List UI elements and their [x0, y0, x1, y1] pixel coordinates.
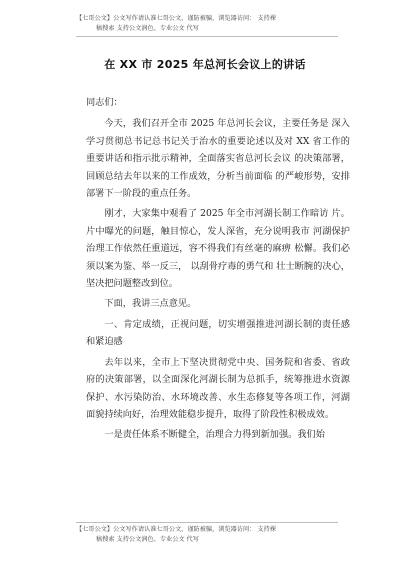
paragraph-1: 今天，我们召开全市 2025 年总河长会议，主要任务是 深入学习贯彻总书记总书记关于治水的重要论述以及对 XX 省工作的重要讲话和指示批示精神，全面落实省总河长会议 的决策部署，回顾总结去年以来的工作成效，分析当前面临 的严峻形势，安排部署下一阶段的重点任务。: [86, 118, 350, 200]
paragraph-5: 一是责任体系不断健全，治理合力得到新加强。我们始: [104, 429, 325, 441]
header-rule: [76, 36, 338, 37]
paragraph-4: 去年以来，全市上下坚决贯彻党中央、国务院和省委、省政府的决策部署，以全面深化河湖长制为总抓手，统筹推进水资源保护、水污染防治、水环境改善、水生态修复等各项工作，河湖面貌持续向好，治理效能稳步提升，取得了阶段性积极成效。: [86, 356, 350, 420]
page-header-watermark: [76, 14, 376, 34]
header-line-2: 稿搜索 支持公文润色、专业公文 代写: [96, 25, 199, 32]
document-body: [86, 94, 350, 444]
paragraph-3: 下面，我讲三点意见。: [104, 298, 197, 310]
footer-line-1: 【七哥公文】公文写作请认准七哥公文，谨防被骗，浏览器访问： 支持裸: [76, 526, 276, 533]
salutation: 同志们：: [86, 97, 123, 108]
section-heading-1: 一、肯定成绩，正视问题，切实增强推进河湖长制的责任感和紧迫感: [86, 318, 350, 348]
footer-rule: [76, 522, 338, 523]
page-footer-watermark: [76, 525, 376, 545]
header-line-1: 【七哥公文】公文写作请认准七哥公文，谨防被骗，浏览器访问： 支持裸: [76, 15, 276, 22]
paragraph-2: 刚才，大家集中观看了 2025 年全市河湖长制工作暗访 片。片中曝光的问题，触目惊心，发人深省，充分说明我市 河湖保护治理工作依然任重道远，容不得我们有丝毫的麻痹 松懈。我们必须以案为鉴、举一反三， 以刮骨疗毒的勇气和 壮士断腕的决心，坚决把问题整改到位。: [86, 208, 350, 290]
footer-line-2: 稿搜索 支持公文润色、专业公文 代写: [96, 536, 199, 543]
document-title: 在 XX 市 2025 年总河长会议上的讲话: [104, 58, 306, 71]
